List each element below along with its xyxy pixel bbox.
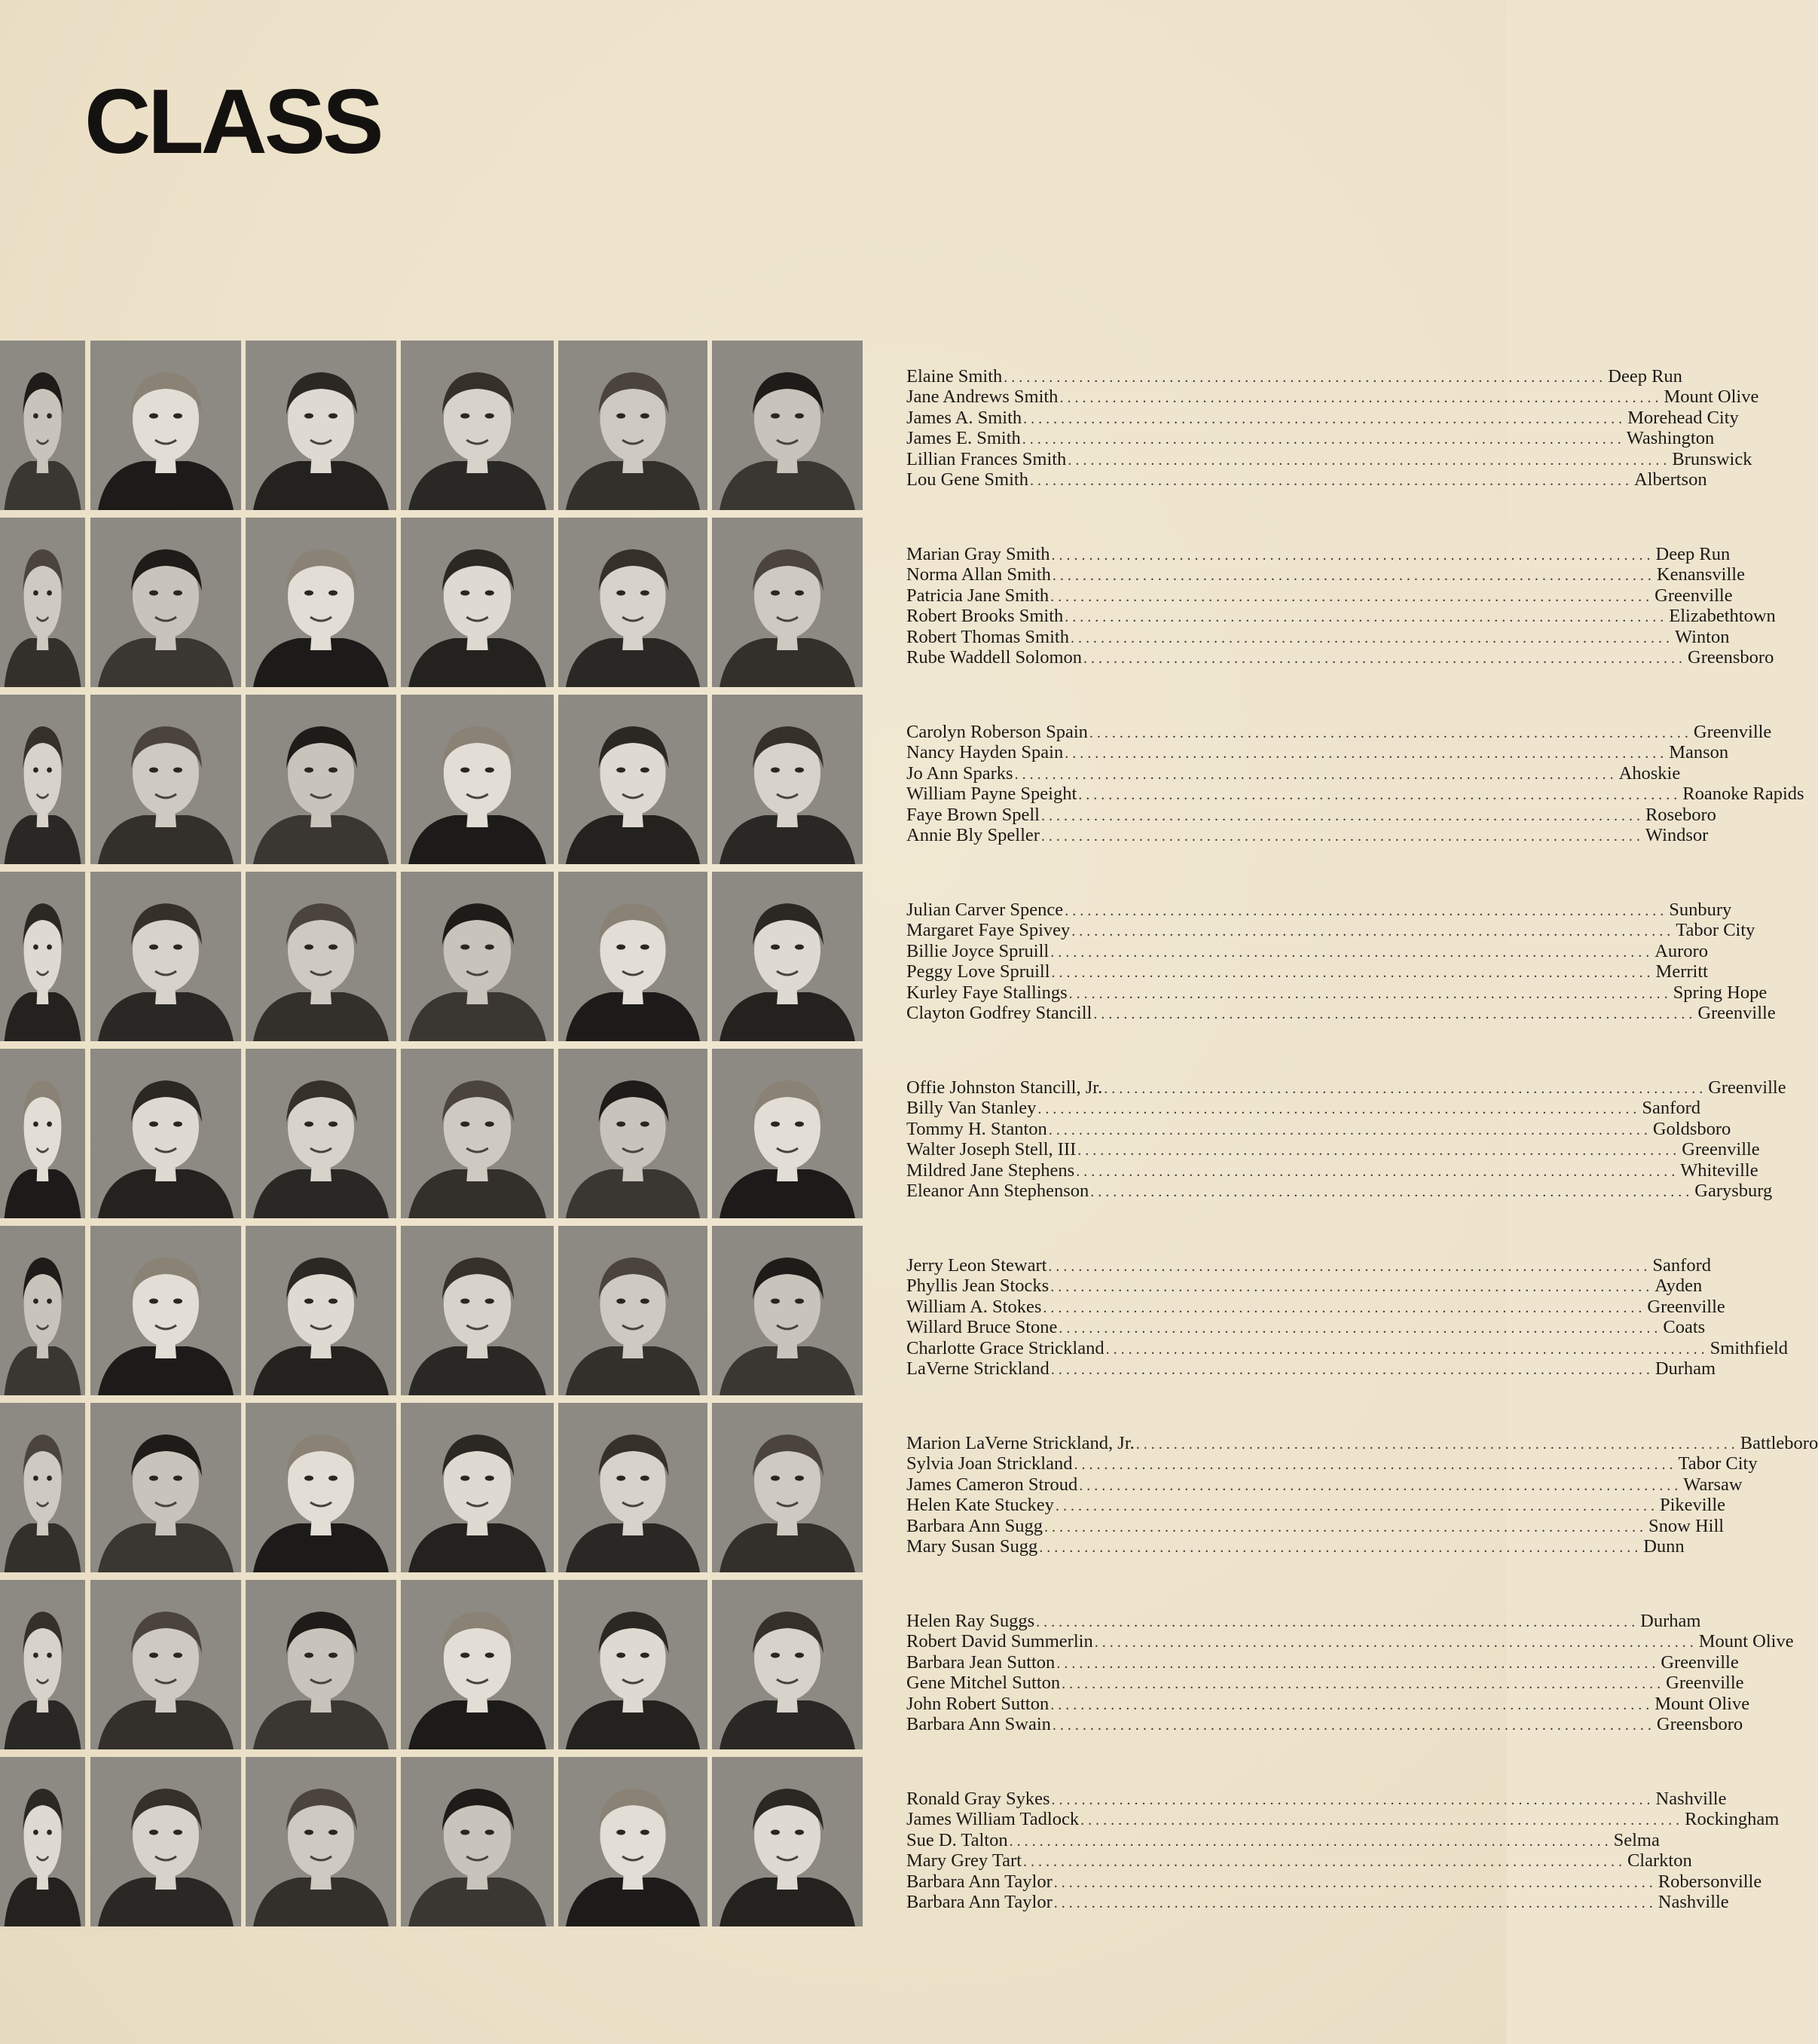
roster-entry	[906, 1515, 1725, 1536]
dot-leader: ................................................................................	[1051, 964, 1655, 982]
roster-group	[906, 544, 1776, 668]
hometown: Dunn	[1643, 1535, 1685, 1557]
student-portrait	[558, 695, 707, 864]
student-portrait	[246, 1757, 396, 1926]
dot-leader: ................................................................................	[1022, 1853, 1626, 1871]
student-portrait	[0, 695, 85, 864]
hometown: Warsaw	[1683, 1474, 1743, 1495]
dot-leader: ................................................................................	[1076, 1163, 1679, 1180]
hometown: Greensboro	[1656, 1713, 1743, 1734]
dot-leader: ................................................................................	[1079, 1477, 1682, 1494]
student-name: Elaine Smith	[906, 366, 1003, 386]
roster-entry	[906, 428, 1715, 449]
student-portrait	[246, 1403, 396, 1572]
dot-leader: ................................................................................	[1089, 725, 1692, 741]
student-portrait	[712, 872, 863, 1041]
dot-leader: ................................................................................	[1050, 1696, 1654, 1713]
roster-entry	[906, 1098, 1700, 1119]
student-name: Patricia Jane Smith	[906, 585, 1050, 606]
roster-entry	[906, 1495, 1726, 1516]
student-name: LaVerne Strickland	[906, 1358, 1050, 1379]
student-portrait	[401, 1580, 554, 1749]
student-portrait	[0, 1403, 85, 1572]
roster-entry	[906, 1829, 1660, 1850]
hometown: Greenville	[1697, 1002, 1776, 1023]
roster-entry	[906, 564, 1745, 585]
hometown: Manson	[1669, 742, 1729, 763]
student-name: Lillian Frances Smith	[906, 448, 1067, 469]
dot-leader: ................................................................................	[1053, 1894, 1657, 1911]
student-portrait	[712, 1226, 863, 1395]
student-portrait	[0, 341, 85, 510]
hometown: Roanoke Rapids	[1682, 784, 1804, 805]
student-portrait	[401, 1403, 554, 1572]
dot-leader: ................................................................................	[1068, 985, 1672, 1002]
student-portrait	[558, 872, 707, 1041]
roster-entry	[906, 469, 1707, 490]
dot-leader: ................................................................................	[1043, 1299, 1646, 1316]
roster-entry	[906, 1139, 1760, 1160]
student-portrait	[558, 1049, 707, 1218]
roster-group	[906, 722, 1804, 845]
dot-leader: ................................................................................	[1023, 410, 1627, 427]
roster-entry	[906, 1474, 1743, 1495]
roster-entry	[906, 386, 1759, 408]
roster-entry	[906, 1713, 1743, 1734]
student-name: Offie Johnston Stancill, Jr.	[906, 1077, 1103, 1098]
hometown: Albertson	[1633, 469, 1707, 490]
roster-group	[906, 900, 1776, 1023]
hometown: Greensboro	[1688, 646, 1774, 668]
student-portrait	[712, 1580, 863, 1749]
dot-leader: ................................................................................	[1039, 1538, 1642, 1556]
roster-entry	[906, 1631, 1794, 1652]
dot-leader: ................................................................................	[1059, 390, 1663, 407]
hometown: Mount Olive	[1655, 1693, 1750, 1714]
roster-entry	[906, 1296, 1725, 1317]
dot-leader: ................................................................................	[1055, 1498, 1658, 1515]
student-portrait	[90, 1403, 241, 1572]
student-name: Peggy Love Spruill	[906, 961, 1050, 982]
roster-group	[906, 1077, 1786, 1201]
student-portrait	[90, 1580, 241, 1749]
hometown: Nashville	[1658, 1891, 1729, 1912]
student-portrait	[246, 518, 396, 687]
student-name: Nancy Hayden Spain	[906, 742, 1064, 763]
hometown: Snow Hill	[1648, 1515, 1725, 1536]
roster-entry	[906, 742, 1729, 763]
roster-entry	[906, 1159, 1758, 1181]
dot-leader: ................................................................................	[1065, 745, 1668, 762]
student-name: Phyllis Jean Stocks	[906, 1276, 1050, 1297]
hometown: Mount Olive	[1664, 386, 1759, 408]
hometown: Ahoskie	[1618, 762, 1681, 784]
roster-entry	[906, 1337, 1789, 1358]
hometown: Sunbury	[1669, 900, 1732, 920]
hometown: Brunswick	[1672, 448, 1752, 469]
student-name: William A. Stokes	[906, 1296, 1042, 1317]
student-portrait	[90, 1049, 241, 1218]
student-name: Charlotte Grace Strickland	[906, 1337, 1105, 1358]
hometown: Merritt	[1655, 961, 1708, 982]
roster-entry	[906, 1535, 1685, 1557]
student-name: Mildred Jane Stephens	[906, 1159, 1075, 1181]
dot-leader: ................................................................................	[1090, 1183, 1694, 1200]
student-name: Helen Kate Stuckey	[906, 1495, 1054, 1516]
roster-group	[906, 366, 1759, 490]
hometown: Greenville	[1661, 1651, 1739, 1673]
dot-leader: ................................................................................	[1059, 1320, 1662, 1337]
student-name: Ronald Gray Sykes	[906, 1789, 1050, 1809]
dot-leader: ................................................................................	[1052, 1716, 1655, 1734]
roster-entry	[906, 1693, 1750, 1714]
student-portrait	[712, 1403, 863, 1572]
student-name: Rube Waddell Solomon	[906, 646, 1083, 668]
student-name: Willard Bruce Stone	[906, 1317, 1058, 1338]
student-name: Annie Bly Speller	[906, 824, 1040, 845]
dot-leader: ................................................................................	[1080, 1812, 1684, 1829]
student-portrait	[0, 1226, 85, 1395]
student-name: Jerry Leon Stewart	[906, 1255, 1047, 1276]
hometown: Morehead City	[1627, 407, 1739, 428]
student-name: Eleanor Ann Stephenson	[906, 1180, 1089, 1201]
hometown: Spring Hope	[1673, 982, 1768, 1003]
student-name: Sue D. Talton	[906, 1829, 1008, 1850]
hometown: Nashville	[1655, 1789, 1727, 1809]
hometown: Greenville	[1708, 1077, 1786, 1098]
hometown: Greenville	[1655, 585, 1733, 606]
roster-entry	[906, 1453, 1758, 1474]
student-name: Tommy H. Stanton	[906, 1118, 1047, 1139]
hometown: Auroro	[1655, 940, 1708, 961]
student-name: Sylvia Joan Strickland	[906, 1453, 1073, 1474]
dot-leader: ................................................................................	[1094, 1634, 1697, 1651]
page-title: CLASS	[84, 70, 381, 173]
dot-leader: ................................................................................	[1048, 1121, 1651, 1138]
student-portrait	[0, 1757, 85, 1926]
student-portrait	[401, 1757, 554, 1926]
dot-leader: ................................................................................	[1056, 1654, 1660, 1672]
student-name: Helen Ray Suggs	[906, 1611, 1035, 1631]
dot-leader: ................................................................................	[1052, 567, 1655, 585]
dot-leader: ................................................................................	[1065, 903, 1668, 919]
student-portrait	[558, 518, 707, 687]
student-name: Faye Brown Spell	[906, 804, 1040, 825]
hometown: Selma	[1613, 1829, 1660, 1850]
student-name: Barbara Ann Taylor	[906, 1871, 1053, 1892]
roster-entry	[906, 784, 1804, 805]
student-name: Marion LaVerne Strickland, Jr.	[906, 1433, 1135, 1453]
hometown: Durham	[1655, 1358, 1716, 1379]
student-portrait	[246, 1580, 396, 1749]
dot-leader: ................................................................................	[1074, 1456, 1677, 1474]
dot-leader: ................................................................................	[1083, 649, 1687, 667]
student-portrait	[401, 872, 554, 1041]
roster-entry	[906, 1276, 1703, 1297]
hometown: Washington	[1626, 428, 1715, 449]
hometown: Tabor City	[1676, 920, 1755, 941]
dot-leader: ................................................................................	[1014, 765, 1618, 783]
dot-leader: ................................................................................	[1104, 1080, 1707, 1097]
dot-leader: ................................................................................	[1135, 1436, 1739, 1453]
student-name: Barbara Ann Taylor	[906, 1891, 1053, 1912]
student-name: Julian Carver Spence	[906, 900, 1064, 920]
student-portrait	[558, 1403, 707, 1572]
hometown: Sanford	[1652, 1255, 1711, 1276]
roster-entry	[906, 1789, 1727, 1809]
dot-leader: ................................................................................	[1065, 609, 1668, 626]
hometown: Greenville	[1647, 1296, 1725, 1317]
dot-leader: ................................................................................	[1105, 1340, 1709, 1358]
roster-entry	[906, 1255, 1711, 1276]
hometown: Battleboro	[1740, 1433, 1818, 1453]
roster-entry	[906, 646, 1774, 668]
student-portrait	[401, 341, 554, 510]
student-portrait	[0, 872, 85, 1041]
student-portrait	[712, 518, 863, 687]
dot-leader: ................................................................................	[1048, 1258, 1651, 1275]
student-portrait	[712, 1049, 863, 1218]
student-portrait	[401, 695, 554, 864]
student-name: Robert David Summerlin	[906, 1631, 1093, 1652]
student-name: Lou Gene Smith	[906, 469, 1028, 490]
hometown: Greenville	[1682, 1139, 1760, 1160]
student-portrait	[90, 872, 241, 1041]
roster-entry	[906, 1651, 1739, 1673]
student-name: Mary Grey Tart	[906, 1850, 1022, 1871]
student-name: Billy Van Stanley	[906, 1098, 1037, 1119]
student-name: William Payne Speight	[906, 784, 1077, 805]
student-portrait	[246, 695, 396, 864]
student-portrait	[246, 1226, 396, 1395]
student-name: Gene Mitchel Sutton	[906, 1673, 1061, 1694]
hometown: Whiteville	[1680, 1159, 1758, 1181]
student-name: John Robert Sutton	[906, 1693, 1050, 1714]
student-portrait	[401, 518, 554, 687]
dot-leader: ................................................................................	[1077, 1142, 1681, 1159]
hometown: Greenville	[1666, 1673, 1744, 1694]
student-name: Barbara Jean Sutton	[906, 1651, 1056, 1673]
student-portrait	[712, 695, 863, 864]
student-name: Kurley Faye Stallings	[906, 982, 1068, 1003]
roster-entry	[906, 1180, 1773, 1201]
roster-entry	[906, 804, 1716, 825]
student-portrait	[246, 1049, 396, 1218]
roster-entry	[906, 1358, 1716, 1379]
roster-entry	[906, 1891, 1729, 1912]
student-name: James A. Smith	[906, 407, 1022, 428]
student-name: Margaret Faye Spivey	[906, 920, 1071, 941]
roster-entry	[906, 366, 1682, 386]
student-portrait	[558, 341, 707, 510]
dot-leader: ................................................................................	[1050, 1361, 1654, 1378]
student-name: Robert Brooks Smith	[906, 606, 1064, 627]
roster-group	[906, 1611, 1794, 1734]
student-name: James E. Smith	[906, 428, 1021, 449]
hometown: Smithfield	[1710, 1337, 1789, 1358]
roster-entry	[906, 1850, 1692, 1871]
student-name: Marian Gray Smith	[906, 544, 1050, 564]
dot-leader: ................................................................................	[1093, 1005, 1697, 1022]
hometown: Rockingham	[1685, 1809, 1780, 1830]
student-portrait	[90, 341, 241, 510]
dot-leader: ................................................................................	[1068, 451, 1671, 469]
dot-leader: ................................................................................	[1029, 472, 1633, 489]
roster-entry	[906, 407, 1739, 428]
roster-entry	[906, 940, 1708, 961]
hometown: Ayden	[1655, 1276, 1703, 1297]
student-portrait	[90, 695, 241, 864]
roster-entry	[906, 961, 1708, 982]
student-name: Barbara Ann Sugg	[906, 1515, 1043, 1536]
student-name: Mary Susan Sugg	[906, 1535, 1038, 1557]
hometown: Garysburg	[1694, 1180, 1773, 1201]
student-portrait	[401, 1049, 554, 1218]
dot-leader: ................................................................................	[1050, 1279, 1654, 1296]
student-portrait	[712, 1757, 863, 1926]
roster-entry	[906, 824, 1709, 845]
roster-entry	[906, 544, 1731, 564]
student-name: Robert Thomas Smith	[906, 626, 1069, 647]
student-portrait	[0, 518, 85, 687]
portrait-grid	[0, 341, 863, 1926]
roster-entry	[906, 1809, 1780, 1830]
hometown: Goldsboro	[1652, 1118, 1731, 1139]
student-portrait	[246, 872, 396, 1041]
hometown: Roseboro	[1645, 804, 1716, 825]
dot-leader: ................................................................................	[1022, 431, 1625, 448]
dot-leader: ................................................................................	[1050, 943, 1654, 961]
hometown: Clarkton	[1627, 1850, 1692, 1871]
roster-entry	[906, 626, 1730, 647]
dot-leader: ................................................................................	[1036, 1614, 1639, 1630]
roster-entry	[906, 1871, 1762, 1892]
student-portrait	[401, 1226, 554, 1395]
roster-entry	[906, 448, 1752, 469]
student-portrait	[90, 1757, 241, 1926]
roster-entry	[906, 920, 1755, 941]
roster-entry	[906, 585, 1733, 606]
roster-entry	[906, 1002, 1776, 1023]
student-portrait	[90, 518, 241, 687]
student-name: Norma Allan Smith	[906, 564, 1051, 585]
student-portrait	[90, 1226, 241, 1395]
hometown: Deep Run	[1608, 366, 1682, 386]
roster-entry	[906, 1611, 1701, 1631]
roster-group	[906, 1789, 1780, 1912]
dot-leader: ................................................................................	[1037, 1101, 1641, 1118]
roster-group	[906, 1433, 1818, 1557]
roster-group	[906, 1255, 1789, 1379]
student-portrait	[558, 1757, 707, 1926]
dot-leader: ................................................................................	[1053, 1874, 1657, 1891]
hometown: Sanford	[1642, 1098, 1700, 1119]
dot-leader: ................................................................................	[1078, 787, 1682, 804]
dot-leader: ................................................................................	[1040, 827, 1644, 845]
student-portrait	[558, 1226, 707, 1395]
hometown: Durham	[1640, 1611, 1701, 1631]
roster-entry	[906, 762, 1681, 784]
dot-leader: ................................................................................	[1070, 629, 1673, 646]
roster-entry	[906, 1317, 1706, 1338]
hometown: Greenville	[1693, 722, 1772, 742]
student-name: Walter Joseph Stell, III	[906, 1139, 1077, 1160]
hometown: Winton	[1674, 626, 1730, 647]
student-portrait	[0, 1580, 85, 1749]
roster-entry	[906, 606, 1776, 627]
hometown: Deep Run	[1655, 544, 1731, 564]
dot-leader: ................................................................................	[1009, 1832, 1612, 1850]
student-portrait	[558, 1580, 707, 1749]
student-portrait	[246, 341, 396, 510]
roster-entry	[906, 1433, 1818, 1453]
hometown: Pikeville	[1659, 1495, 1726, 1516]
dot-leader: ................................................................................	[1050, 588, 1654, 605]
hometown: Windsor	[1645, 824, 1709, 845]
student-name: Carolyn Roberson Spain	[906, 722, 1088, 742]
hometown: Coats	[1663, 1317, 1706, 1338]
roster-entry	[906, 1118, 1731, 1139]
hometown: Elizabethtown	[1669, 606, 1776, 627]
dot-leader: ................................................................................	[1051, 1792, 1655, 1808]
student-name: Jo Ann Sparks	[906, 762, 1013, 784]
student-name: James Cameron Stroud	[906, 1474, 1078, 1495]
hometown: Tabor City	[1678, 1453, 1758, 1474]
roster-entry	[906, 722, 1772, 742]
roster-entry	[906, 982, 1768, 1003]
roster-entry	[906, 1077, 1786, 1098]
roster-entry	[906, 900, 1732, 920]
hometown: Mount Olive	[1698, 1631, 1794, 1652]
dot-leader: ................................................................................	[1044, 1518, 1647, 1535]
hometown: Robersonville	[1658, 1871, 1762, 1892]
student-name: Clayton Godfrey Stancill	[906, 1002, 1092, 1023]
dot-leader: ................................................................................	[1071, 923, 1675, 940]
dot-leader: ................................................................................	[1051, 547, 1655, 564]
dot-leader: ................................................................................	[1062, 1676, 1665, 1693]
student-name: Barbara Ann Swain	[906, 1713, 1051, 1734]
dot-leader: ................................................................................	[1040, 807, 1644, 824]
hometown: Kenansville	[1656, 564, 1745, 585]
roster-entry	[906, 1673, 1744, 1694]
student-portrait	[712, 341, 863, 510]
student-portrait	[0, 1049, 85, 1218]
student-name: Jane Andrews Smith	[906, 386, 1059, 408]
dot-leader: ................................................................................	[1004, 369, 1607, 386]
student-name: James William Tadlock	[906, 1809, 1080, 1830]
student-name: Billie Joyce Spruill	[906, 940, 1050, 961]
